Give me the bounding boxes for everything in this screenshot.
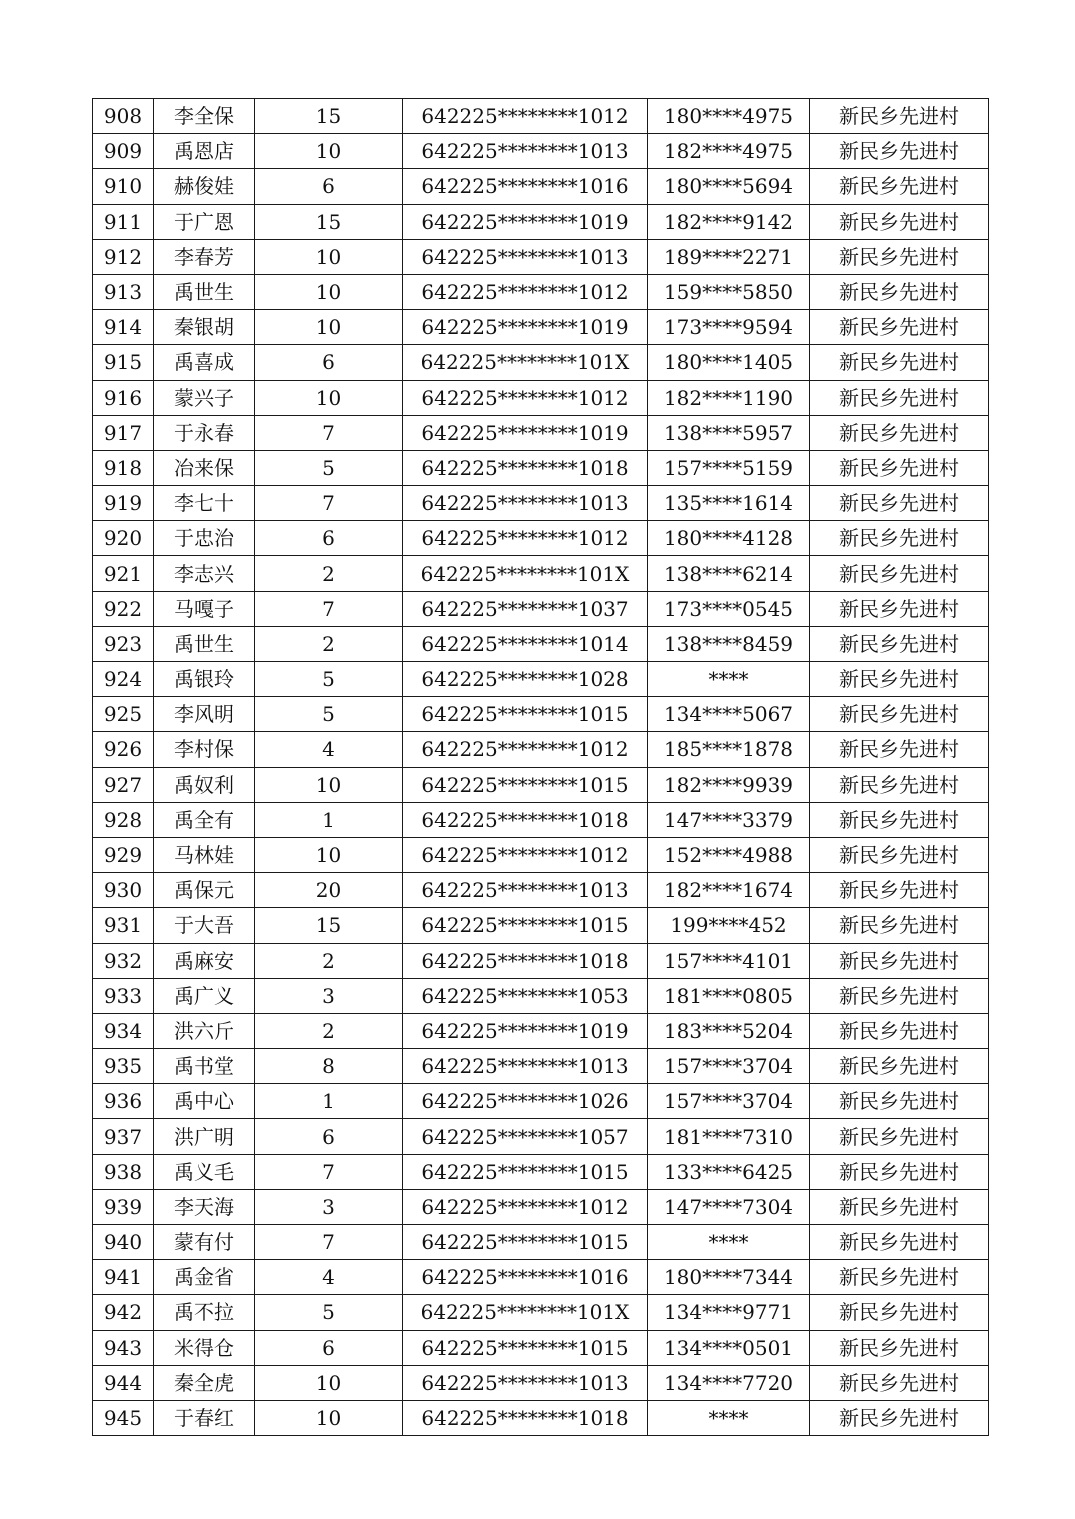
quantity-cell: 1 [255,802,403,837]
table-row [93,1225,989,1260]
table-row [93,873,989,908]
phone-number-cell: 181****7310 [648,1119,810,1154]
id-number-cell: 642225********1012 [403,732,648,767]
id-number-cell: 642225********1012 [403,380,648,415]
row-number-cell: 942 [93,1295,154,1330]
village-cell: 新民乡先进村 [810,345,989,380]
person-name-cell: 洪广明 [154,1119,255,1154]
id-number-cell: 642225********1012 [403,99,648,134]
village-cell: 新民乡先进村 [810,662,989,697]
person-name-cell: 禹中心 [154,1084,255,1119]
phone-number-cell: 135****1614 [648,486,810,521]
person-name-cell: 禹全有 [154,802,255,837]
id-number-cell: 642225********1013 [403,1049,648,1084]
village-cell: 新民乡先进村 [810,943,989,978]
person-name-cell: 李志兴 [154,556,255,591]
row-number-cell: 932 [93,943,154,978]
person-name-cell: 禹金省 [154,1260,255,1295]
row-number-cell: 930 [93,873,154,908]
table-row [93,521,989,556]
id-number-cell: 642225********1014 [403,626,648,661]
phone-number-cell: 157****3704 [648,1049,810,1084]
person-name-cell: 禹喜成 [154,345,255,380]
table-row [93,169,989,204]
village-cell: 新民乡先进村 [810,1119,989,1154]
village-cell: 新民乡先进村 [810,1154,989,1189]
row-number-cell: 924 [93,662,154,697]
table-row [93,1400,989,1435]
person-name-cell: 米得仓 [154,1330,255,1365]
person-name-cell: 禹保元 [154,873,255,908]
row-number-cell: 908 [93,99,154,134]
row-number-cell: 918 [93,450,154,485]
village-cell: 新民乡先进村 [810,1400,989,1435]
quantity-cell: 2 [255,556,403,591]
person-name-cell: 李春芳 [154,239,255,274]
person-name-cell: 禹义毛 [154,1154,255,1189]
phone-number-cell: 182****9939 [648,767,810,802]
phone-number-cell: 180****4128 [648,521,810,556]
table-row [93,626,989,661]
phone-number-cell: 180****5694 [648,169,810,204]
table-row [93,204,989,239]
phone-number-cell: 182****1674 [648,873,810,908]
row-number-cell: 919 [93,486,154,521]
row-number-cell: 937 [93,1119,154,1154]
quantity-cell: 15 [255,204,403,239]
person-name-cell: 禹银玲 [154,662,255,697]
person-name-cell: 李天海 [154,1189,255,1224]
phone-number-cell: **** [648,662,810,697]
phone-number-cell: 157****3704 [648,1084,810,1119]
id-number-cell: 642225********1028 [403,662,648,697]
person-name-cell: 于永春 [154,415,255,450]
quantity-cell: 10 [255,239,403,274]
person-name-cell: 禹书堂 [154,1049,255,1084]
row-number-cell: 917 [93,415,154,450]
table-row [93,1119,989,1154]
quantity-cell: 7 [255,415,403,450]
quantity-cell: 2 [255,626,403,661]
row-number-cell: 931 [93,908,154,943]
quantity-cell: 10 [255,310,403,345]
village-cell: 新民乡先进村 [810,802,989,837]
phone-number-cell: 134****9771 [648,1295,810,1330]
row-number-cell: 913 [93,274,154,309]
table-row [93,1330,989,1365]
quantity-cell: 20 [255,873,403,908]
phone-number-cell: 159****5850 [648,274,810,309]
village-cell: 新民乡先进村 [810,1049,989,1084]
village-cell: 新民乡先进村 [810,556,989,591]
id-number-cell: 642225********1016 [403,169,648,204]
row-number-cell: 909 [93,134,154,169]
quantity-cell: 10 [255,1400,403,1435]
village-cell: 新民乡先进村 [810,486,989,521]
row-number-cell: 935 [93,1049,154,1084]
quantity-cell: 3 [255,1189,403,1224]
row-number-cell: 939 [93,1189,154,1224]
phone-number-cell: 147****7304 [648,1189,810,1224]
person-name-cell: 禹奴利 [154,767,255,802]
table-row [93,450,989,485]
phone-number-cell: **** [648,1225,810,1260]
phone-number-cell: 147****3379 [648,802,810,837]
roster-table-body [93,99,989,1436]
phone-number-cell: 183****5204 [648,1013,810,1048]
quantity-cell: 10 [255,380,403,415]
id-number-cell: 642225********1053 [403,978,648,1013]
row-number-cell: 933 [93,978,154,1013]
id-number-cell: 642225********1019 [403,204,648,239]
phone-number-cell: 133****6425 [648,1154,810,1189]
person-name-cell: 于忠治 [154,521,255,556]
person-name-cell: 于春红 [154,1400,255,1435]
village-cell: 新民乡先进村 [810,450,989,485]
quantity-cell: 10 [255,1365,403,1400]
row-number-cell: 938 [93,1154,154,1189]
person-name-cell: 洪六斤 [154,1013,255,1048]
row-number-cell: 941 [93,1260,154,1295]
quantity-cell: 6 [255,1330,403,1365]
row-number-cell: 911 [93,204,154,239]
quantity-cell: 1 [255,1084,403,1119]
row-number-cell: 940 [93,1225,154,1260]
village-cell: 新民乡先进村 [810,415,989,450]
row-number-cell: 922 [93,591,154,626]
row-number-cell: 910 [93,169,154,204]
person-name-cell: 马林娃 [154,837,255,872]
id-number-cell: 642225********101X [403,1295,648,1330]
roster-table [92,98,989,1436]
village-cell: 新民乡先进村 [810,1330,989,1365]
table-row [93,1084,989,1119]
person-name-cell: 秦银胡 [154,310,255,345]
phone-number-cell: 180****7344 [648,1260,810,1295]
phone-number-cell: 157****5159 [648,450,810,485]
row-number-cell: 914 [93,310,154,345]
id-number-cell: 642225********1012 [403,837,648,872]
id-number-cell: 642225********1013 [403,134,648,169]
village-cell: 新民乡先进村 [810,1189,989,1224]
id-number-cell: 642225********1037 [403,591,648,626]
table-row [93,1154,989,1189]
village-cell: 新民乡先进村 [810,697,989,732]
quantity-cell: 10 [255,274,403,309]
person-name-cell: 赫俊娃 [154,169,255,204]
phone-number-cell: 173****0545 [648,591,810,626]
person-name-cell: 李全保 [154,99,255,134]
village-cell: 新民乡先进村 [810,99,989,134]
village-cell: 新民乡先进村 [810,837,989,872]
quantity-cell: 4 [255,732,403,767]
table-row [93,767,989,802]
id-number-cell: 642225********1019 [403,1013,648,1048]
phone-number-cell: 134****7720 [648,1365,810,1400]
id-number-cell: 642225********1019 [403,310,648,345]
quantity-cell: 2 [255,1013,403,1048]
row-number-cell: 916 [93,380,154,415]
phone-number-cell: 138****5957 [648,415,810,450]
village-cell: 新民乡先进村 [810,380,989,415]
phone-number-cell: **** [648,1400,810,1435]
village-cell: 新民乡先进村 [810,239,989,274]
phone-number-cell: 173****9594 [648,310,810,345]
table-row [93,591,989,626]
table-row [93,274,989,309]
person-name-cell: 马嘎子 [154,591,255,626]
quantity-cell: 10 [255,767,403,802]
id-number-cell: 642225********1012 [403,521,648,556]
person-name-cell: 于大吾 [154,908,255,943]
person-name-cell: 禹世生 [154,274,255,309]
quantity-cell: 7 [255,1225,403,1260]
village-cell: 新民乡先进村 [810,1084,989,1119]
phone-number-cell: 138****6214 [648,556,810,591]
quantity-cell: 4 [255,1260,403,1295]
table-row [93,697,989,732]
id-number-cell: 642225********1012 [403,1189,648,1224]
row-number-cell: 920 [93,521,154,556]
village-cell: 新民乡先进村 [810,1295,989,1330]
quantity-cell: 3 [255,978,403,1013]
person-name-cell: 蒙兴子 [154,380,255,415]
quantity-cell: 7 [255,591,403,626]
table-row [93,1295,989,1330]
table-row [93,1365,989,1400]
table-row [93,662,989,697]
id-number-cell: 642225********1057 [403,1119,648,1154]
person-name-cell: 冶来保 [154,450,255,485]
person-name-cell: 禹不拉 [154,1295,255,1330]
row-number-cell: 912 [93,239,154,274]
row-number-cell: 925 [93,697,154,732]
phone-number-cell: 157****4101 [648,943,810,978]
row-number-cell: 915 [93,345,154,380]
row-number-cell: 943 [93,1330,154,1365]
quantity-cell: 6 [255,1119,403,1154]
village-cell: 新民乡先进村 [810,626,989,661]
village-cell: 新民乡先进村 [810,134,989,169]
table-row [93,1013,989,1048]
phone-number-cell: 138****8459 [648,626,810,661]
id-number-cell: 642225********101X [403,345,648,380]
id-number-cell: 642225********101X [403,556,648,591]
table-row [93,908,989,943]
phone-number-cell: 152****4988 [648,837,810,872]
id-number-cell: 642225********1015 [403,1154,648,1189]
table-row [93,1189,989,1224]
id-number-cell: 642225********1013 [403,1365,648,1400]
village-cell: 新民乡先进村 [810,767,989,802]
quantity-cell: 7 [255,486,403,521]
phone-number-cell: 189****2271 [648,239,810,274]
id-number-cell: 642225********1013 [403,486,648,521]
person-name-cell: 禹广义 [154,978,255,1013]
person-name-cell: 李风明 [154,697,255,732]
id-number-cell: 642225********1018 [403,450,648,485]
phone-number-cell: 182****1190 [648,380,810,415]
row-number-cell: 934 [93,1013,154,1048]
id-number-cell: 642225********1018 [403,1400,648,1435]
quantity-cell: 5 [255,450,403,485]
person-name-cell: 于广恩 [154,204,255,239]
table-row [93,556,989,591]
village-cell: 新民乡先进村 [810,908,989,943]
person-name-cell: 李村保 [154,732,255,767]
quantity-cell: 15 [255,908,403,943]
table-row [93,99,989,134]
person-name-cell: 禹恩店 [154,134,255,169]
village-cell: 新民乡先进村 [810,1260,989,1295]
quantity-cell: 7 [255,1154,403,1189]
quantity-cell: 5 [255,1295,403,1330]
phone-number-cell: 181****0805 [648,978,810,1013]
table-row [93,1260,989,1295]
person-name-cell: 禹世生 [154,626,255,661]
quantity-cell: 10 [255,134,403,169]
table-row [93,732,989,767]
id-number-cell: 642225********1015 [403,1225,648,1260]
row-number-cell: 945 [93,1400,154,1435]
person-name-cell: 蒙有付 [154,1225,255,1260]
phone-number-cell: 134****0501 [648,1330,810,1365]
row-number-cell: 923 [93,626,154,661]
village-cell: 新民乡先进村 [810,521,989,556]
quantity-cell: 5 [255,662,403,697]
village-cell: 新民乡先进村 [810,169,989,204]
village-cell: 新民乡先进村 [810,274,989,309]
id-number-cell: 642225********1013 [403,873,648,908]
village-cell: 新民乡先进村 [810,732,989,767]
village-cell: 新民乡先进村 [810,978,989,1013]
phone-number-cell: 180****4975 [648,99,810,134]
table-row [93,380,989,415]
id-number-cell: 642225********1018 [403,943,648,978]
row-number-cell: 936 [93,1084,154,1119]
id-number-cell: 642225********1019 [403,415,648,450]
table-row [93,802,989,837]
quantity-cell: 6 [255,169,403,204]
id-number-cell: 642225********1015 [403,908,648,943]
row-number-cell: 927 [93,767,154,802]
table-row [93,134,989,169]
village-cell: 新民乡先进村 [810,873,989,908]
row-number-cell: 921 [93,556,154,591]
quantity-cell: 5 [255,697,403,732]
phone-number-cell: 185****1878 [648,732,810,767]
row-number-cell: 944 [93,1365,154,1400]
village-cell: 新民乡先进村 [810,591,989,626]
id-number-cell: 642225********1015 [403,767,648,802]
quantity-cell: 10 [255,837,403,872]
phone-number-cell: 182****4975 [648,134,810,169]
quantity-cell: 8 [255,1049,403,1084]
person-name-cell: 秦全虎 [154,1365,255,1400]
table-row [93,837,989,872]
table-row [93,310,989,345]
phone-number-cell: 182****9142 [648,204,810,239]
village-cell: 新民乡先进村 [810,204,989,239]
id-number-cell: 642225********1016 [403,1260,648,1295]
phone-number-cell: 134****5067 [648,697,810,732]
id-number-cell: 642225********1026 [403,1084,648,1119]
table-row [93,943,989,978]
phone-number-cell: 199****452 [648,908,810,943]
village-cell: 新民乡先进村 [810,1365,989,1400]
row-number-cell: 929 [93,837,154,872]
id-number-cell: 642225********1012 [403,274,648,309]
person-name-cell: 李七十 [154,486,255,521]
table-row [93,978,989,1013]
quantity-cell: 6 [255,521,403,556]
quantity-cell: 6 [255,345,403,380]
table-row [93,345,989,380]
table-row [93,486,989,521]
person-name-cell: 禹麻安 [154,943,255,978]
table-row [93,239,989,274]
quantity-cell: 2 [255,943,403,978]
table-row [93,1049,989,1084]
phone-number-cell: 180****1405 [648,345,810,380]
id-number-cell: 642225********1013 [403,239,648,274]
id-number-cell: 642225********1018 [403,802,648,837]
id-number-cell: 642225********1015 [403,697,648,732]
row-number-cell: 926 [93,732,154,767]
id-number-cell: 642225********1015 [403,1330,648,1365]
village-cell: 新民乡先进村 [810,1013,989,1048]
village-cell: 新民乡先进村 [810,1225,989,1260]
table-row [93,415,989,450]
row-number-cell: 928 [93,802,154,837]
quantity-cell: 15 [255,99,403,134]
village-cell: 新民乡先进村 [810,310,989,345]
